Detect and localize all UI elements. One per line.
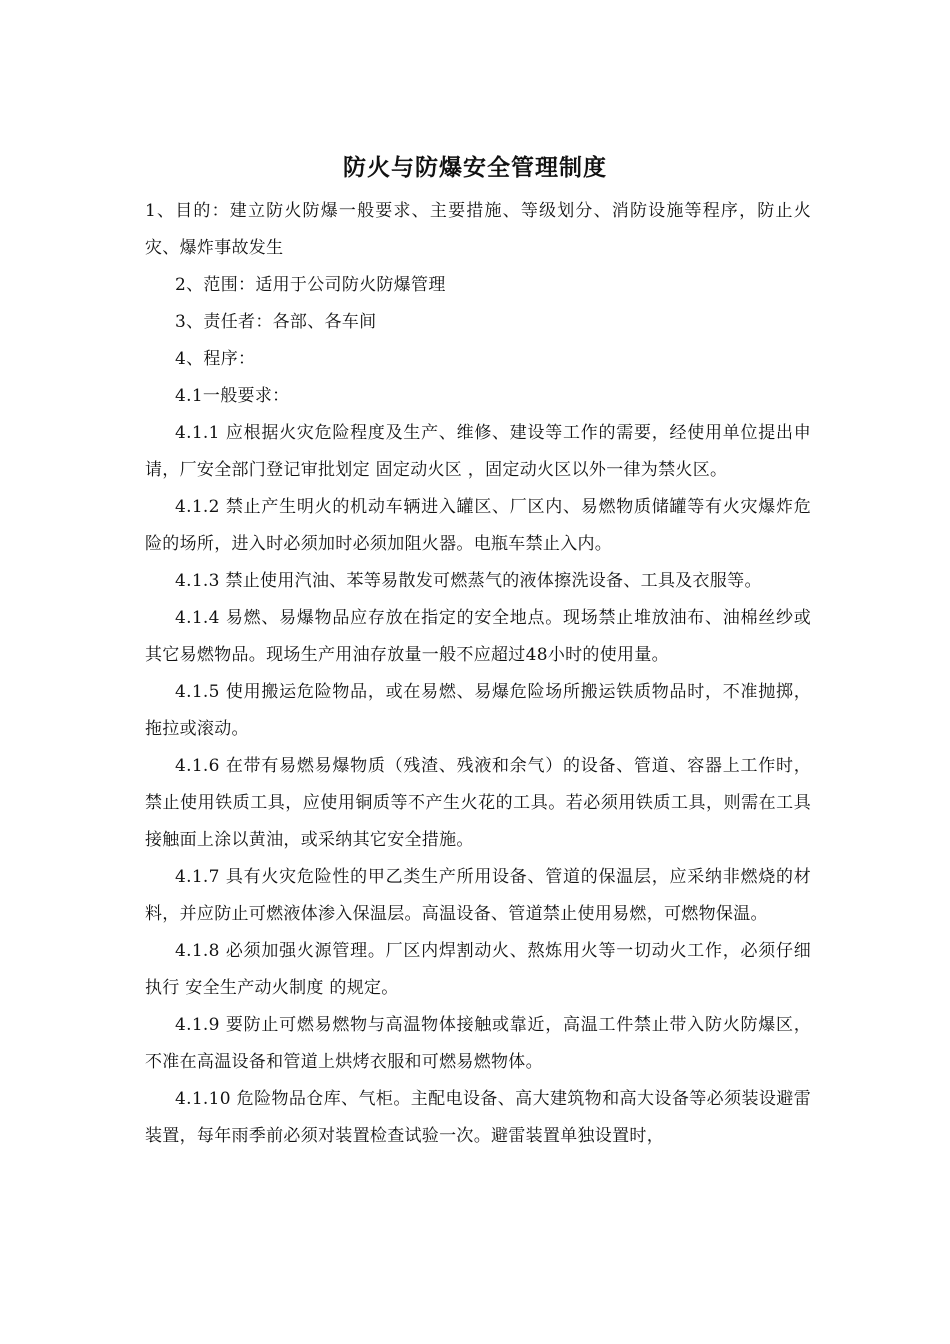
paragraph: 4.1一般要求：	[175, 386, 290, 406]
document-body	[145, 193, 811, 1155]
paragraph: 4.1.8 必须加强火源管理。厂区内焊割动火、熬炼用火等一切动火工作，必须仔细执行 安全生产动火制度 的规定。	[145, 941, 811, 998]
paragraph: 4.1.10 危险物品仓库、气柜。主配电设备、高大建筑物和高大设备等必须装设避雷装置，每年雨季前必须对装置检查试验一次。避雷装置单独设置时，	[145, 1089, 811, 1146]
paragraph: 1、目的：建立防火防爆一般要求、主要措施、等级划分、消防设施等程序，防止火灾、爆炸事故发生	[145, 201, 811, 258]
paragraph: 4.1.1 应根据火灾危险程度及生产、维修、建设等工作的需要，经使用单位提出申请，厂安全部门登记审批划定 固定动火区 ，固定动火区以外一律为禁火区。	[145, 423, 811, 480]
paragraph: 3、责任者：各部、各车间	[175, 312, 377, 332]
paragraph: 4.1.3 禁止使用汽油、苯等易散发可燃蒸气的液体擦洗设备、工具及衣服等。	[175, 571, 762, 591]
paragraph: 4.1.2 禁止产生明火的机动车辆进入罐区、厂区内、易燃物质储罐等有火灾爆炸危险的场所，进入时必须加时必须加阻火器。电瓶车禁止入内。	[145, 497, 811, 554]
paragraph: 4.1.9 要防止可燃易燃物与高温物体接触或靠近，高温工件禁止带入防火防爆区，不准在高温设备和管道上烘烤衣服和可燃易燃物体。	[145, 1015, 811, 1072]
document-title: 防火与防爆安全管理制度	[343, 155, 607, 181]
paragraph: 4.1.7 具有火灾危险性的甲乙类生产所用设备、管道的保温层，应采纳非燃烧的材料，并应防止可燃液体渗入保温层。高温设备、管道禁止使用易燃，可燃物保温。	[145, 867, 811, 924]
paragraph: 4.1.4 易燃、易爆物品应存放在指定的安全地点。现场禁止堆放油布、油棉丝纱或其它易燃物品。现场生产用油存放量一般不应超过48小时的使用量。	[145, 608, 811, 665]
paragraph: 4、程序：	[175, 349, 256, 369]
paragraph: 4.1.5 使用搬运危险物品，或在易燃、易爆危险场所搬运铁质物品时，不准抛掷，拖拉或滚动。	[145, 682, 811, 739]
paragraph: 2、范围：适用于公司防火防爆管理	[175, 275, 446, 295]
paragraph: 4.1.6 在带有易燃易爆物质（残渣、残液和余气）的设备、管道、容器上工作时，禁止使用铁质工具，应使用铜质等不产生火花的工具。若必须用铁质工具，则需在工具接触面上涂以黄油，或采纳其它安全措施。	[145, 756, 811, 850]
